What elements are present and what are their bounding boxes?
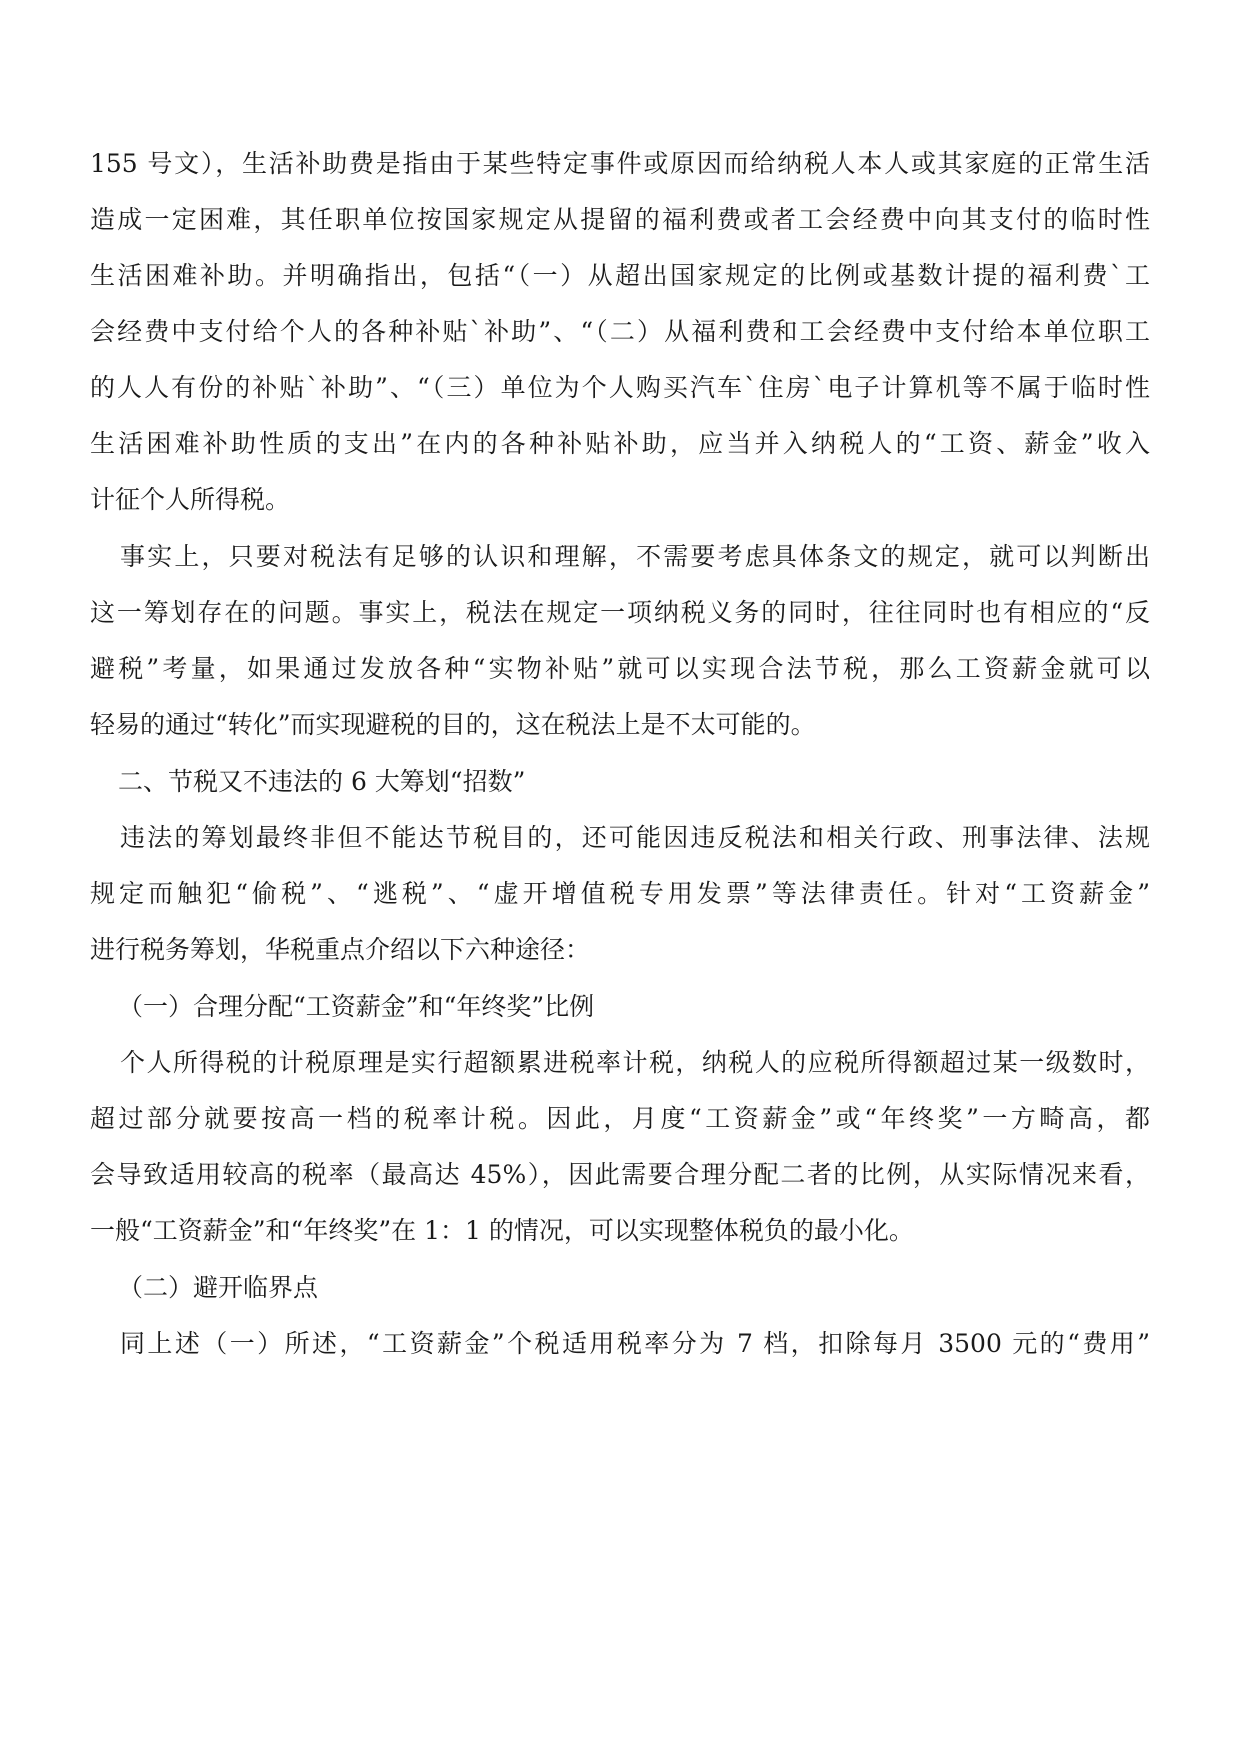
paragraph-line: 事实上，只要对税法有足够的认识和理解，不需要考虑具体条文的规定，就可以判断出	[120, 542, 1150, 571]
paragraph-line: 轻易的通过“转化”而实现避税的目的，这在税法上是不太可能的。	[90, 710, 816, 739]
paragraph-line: 155 号文），生活补助费是指由于某些特定事件或原因而给纳税人本人或其家庭的正常生活	[90, 149, 1150, 178]
paragraph-line: 个人所得税的计税原理是实行超额累进税率计税，纳税人的应税所得额超过某一级数时，	[120, 1048, 1150, 1077]
paragraph-line: 这一筹划存在的问题。事实上，税法在规定一项纳税义务的同时，往往同时也有相应的“反	[90, 598, 1150, 627]
paragraph-line: 进行税务筹划，华税重点介绍以下六种途径：	[90, 935, 591, 964]
paragraph-line: 超过部分就要按高一档的税率计税。因此，月度“工资薪金”或“年终奖”一方畸高，都	[90, 1104, 1150, 1133]
paragraph-line: 计征个人所得税。	[90, 485, 291, 514]
paragraph-line: 避税”考量，如果通过发放各种“实物补贴”就可以实现合法节税，那么工资薪金就可以	[90, 654, 1150, 683]
paragraph-line: 会经费中支付给个人的各种补贴`补助”、“（二）从福利费和工会经费中支付给本单位职工	[90, 317, 1150, 346]
paragraph-line: 造成一定困难，其任职单位按国家规定从提留的福利费或者工会经费中向其支付的临时性	[90, 205, 1150, 234]
subsection-heading: （一）合理分配“工资薪金”和“年终奖”比例	[118, 992, 595, 1021]
paragraph-line: 同上述（一）所述，“工资薪金”个税适用税率分为 7 档，扣除每月 3500 元的“费用”	[120, 1329, 1150, 1358]
paragraph-line: 规定而触犯“偷税”、“逃税”、“虚开增值税专用发票”等法律责任。针对“工资薪金”	[90, 879, 1150, 908]
section-heading: 二、节税又不违法的 6 大筹划“招数”	[118, 767, 526, 796]
paragraph-line: 生活困难补助性质的支出”在内的各种补贴补助，应当并入纳税人的“工资、薪金”收入	[90, 429, 1150, 458]
paragraph-line: 违法的筹划最终非但不能达节税目的，还可能因违反税法和相关行政、刑事法律、法规	[120, 823, 1150, 852]
paragraph-line: 的人人有份的补贴`补助”、“（三）单位为个人购买汽车`住房`电子计算机等不属于临时性	[90, 373, 1150, 402]
paragraph-line: 会导致适用较高的税率（最高达 45%），因此需要合理分配二者的比例，从实际情况来看，	[90, 1160, 1150, 1189]
paragraph-line: 生活困难补助。并明确指出，包括“（一）从超出国家规定的比例或基数计提的福利费`工	[90, 261, 1150, 290]
paragraph-line: 一般“工资薪金”和“年终奖”在 1：1 的情况，可以实现整体税负的最小化。	[90, 1216, 914, 1245]
subsection-heading: （二）避开临界点	[118, 1273, 319, 1302]
